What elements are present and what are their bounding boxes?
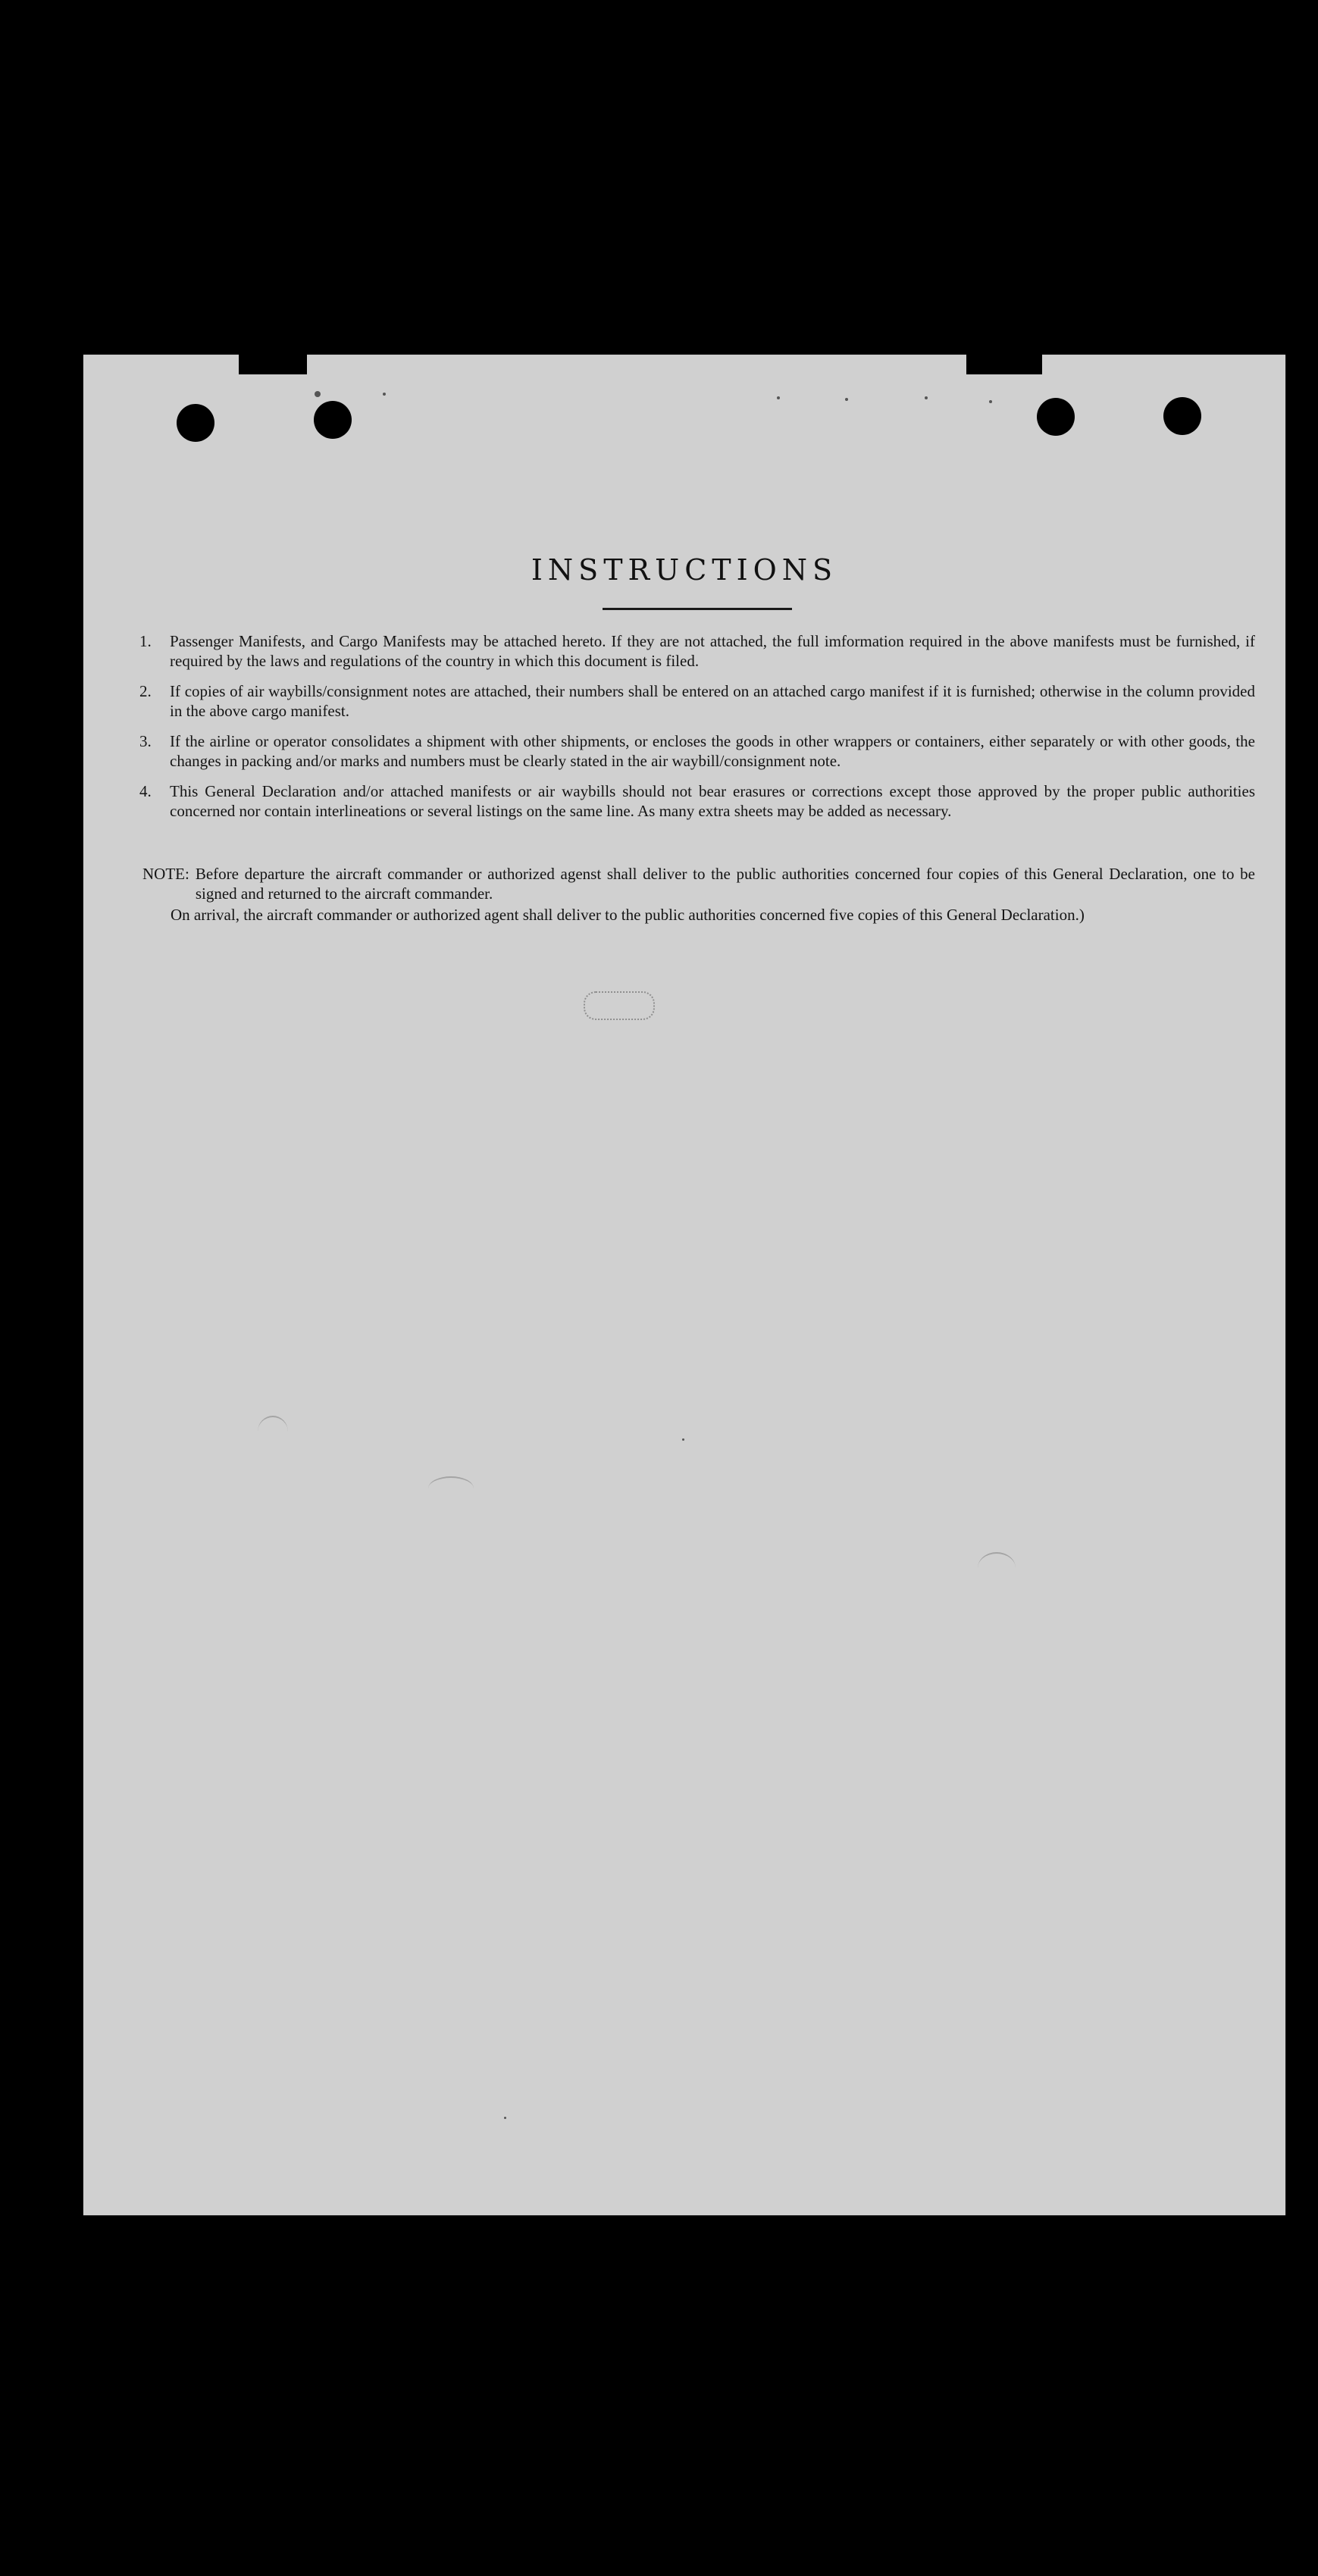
- paper-speck: [845, 398, 848, 401]
- document-page: [83, 355, 1285, 2215]
- punch-hole-1: [177, 404, 214, 442]
- punch-hole-4: [1163, 397, 1201, 435]
- note-arrival-text: On arrival, the aircraft commander or authorized agent shall deliver to the public authorities concerned five copies of this General Declaration.): [171, 906, 1085, 924]
- paper-speck: [504, 2117, 506, 2119]
- item-number: 1.: [139, 632, 152, 650]
- item-text: If copies of air waybills/consignment notes are attached, their numbers shall be entered on an attached cargo manifest if it is furnished; otherwise in the column provided in the above cargo manifest.: [170, 682, 1255, 720]
- item-number: 3.: [139, 732, 152, 750]
- paper-speck: [682, 1438, 684, 1441]
- instruction-item: [139, 681, 1255, 721]
- title-underline: [603, 608, 792, 610]
- faint-pencil-mark: [978, 1552, 1016, 1584]
- instruction-item: [139, 631, 1255, 671]
- item-number: 2.: [139, 682, 152, 700]
- note-departure-text: Before departure the aircraft commander or authorized agenst shall deliver to the public authorities concerned four copies of this General Declaration, one to be signed and returned to the aircraft commander.: [195, 865, 1255, 903]
- page-title: INSTRUCTIONS: [531, 553, 838, 587]
- note-departure: [142, 864, 1255, 903]
- note-label: NOTE:: [142, 865, 189, 883]
- punch-hole-2: [314, 401, 352, 439]
- instruction-item: [139, 731, 1255, 771]
- faint-pencil-mark: [428, 1476, 474, 1501]
- page-tab-notch-left: [239, 352, 307, 374]
- item-text: If the airline or operator consolidates a shipment with other shipments, or encloses the goods in other wrappers or containers, either separately or with other goods, the changes in packing and/or marks and numbers must be clearly stated in the air waybill/consignment note.: [170, 732, 1255, 770]
- faint-pencil-mark: [258, 1416, 288, 1448]
- paper-speck: [383, 393, 386, 396]
- paper-speck: [989, 400, 992, 403]
- page-tab-notch-right: [966, 352, 1042, 374]
- paper-speck: [925, 396, 928, 399]
- item-number: 4.: [139, 782, 152, 800]
- note-block: [142, 864, 1255, 925]
- faint-stamp-mark: [584, 991, 655, 1020]
- instruction-item: [139, 781, 1255, 821]
- item-text: Passenger Manifests, and Cargo Manifests may be attached hereto. If they are not attached, the full imformation required in the above manifests must be furnished, if required by the laws and regulations of the country in which this document is filed.: [170, 632, 1255, 670]
- item-text: This General Declaration and/or attached manifests or air waybills should not bear erasures or corrections except those approved by the proper public authorities concerned nor contain interlineations or several listings on the same line. As many extra sheets may be added as necessary.: [170, 782, 1255, 820]
- paper-speck: [777, 396, 780, 399]
- punch-hole-3: [1037, 398, 1075, 436]
- paper-speck: [315, 391, 321, 397]
- instructions-list: [139, 631, 1255, 831]
